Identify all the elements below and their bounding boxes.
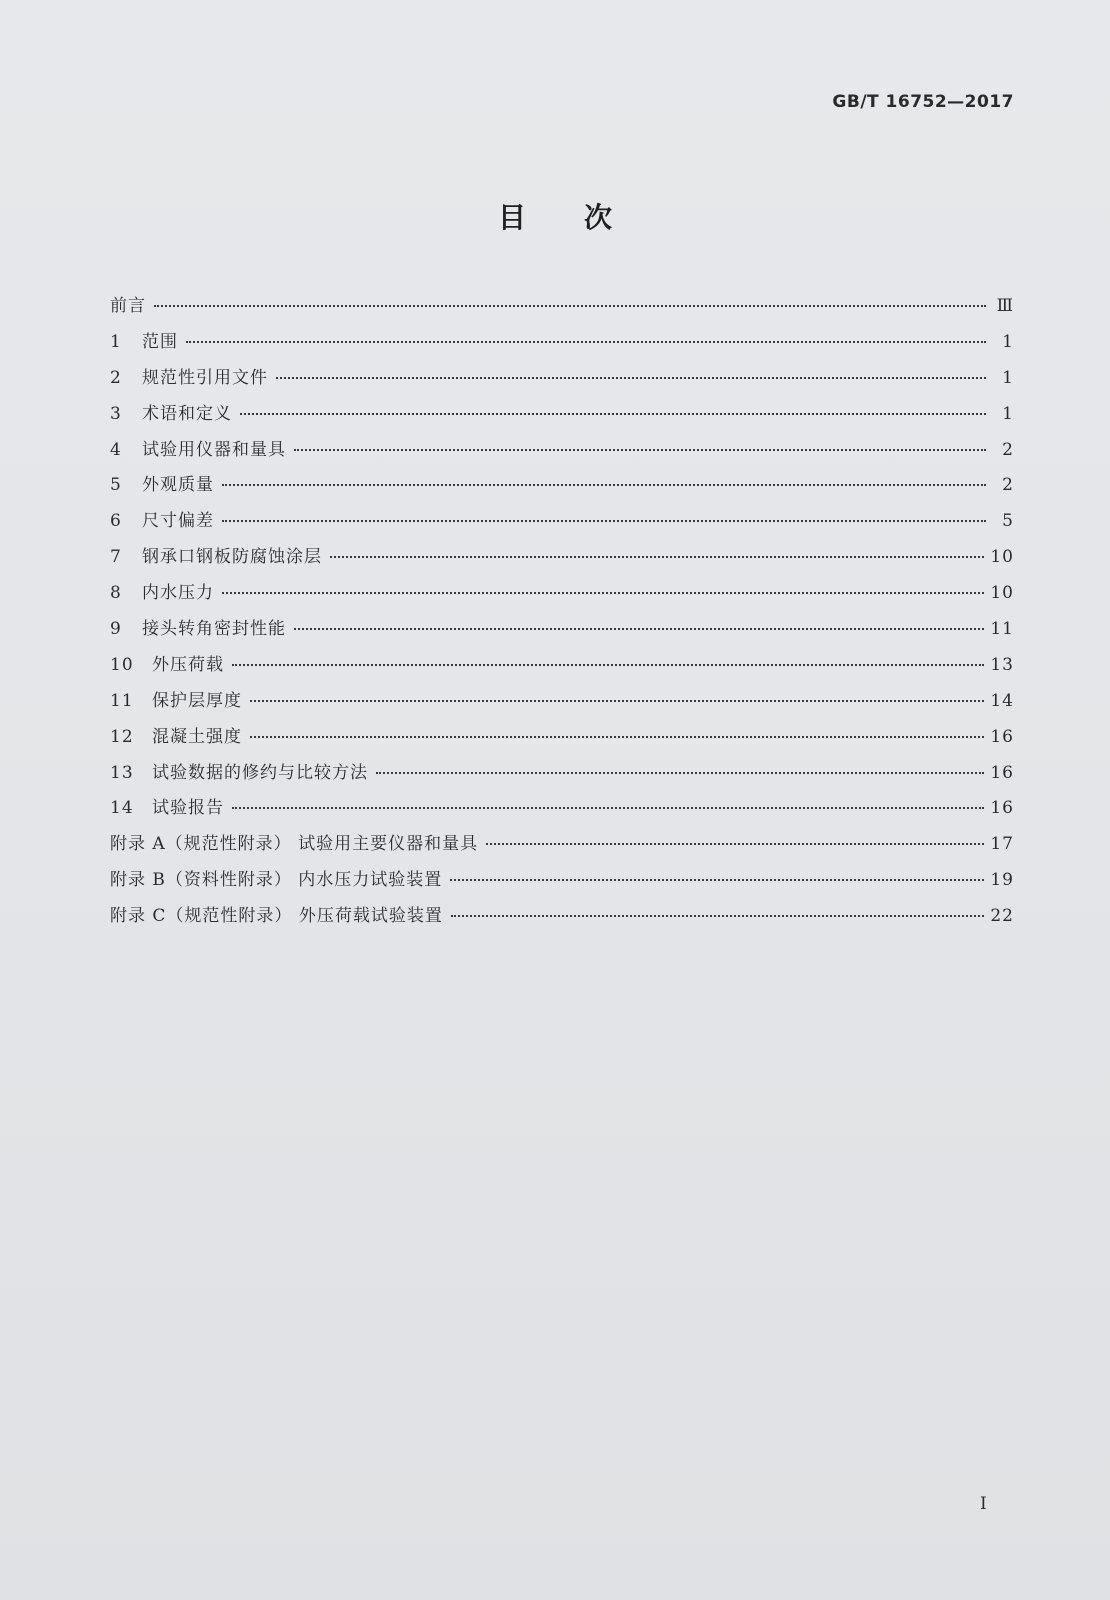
toc-entry-page: 1	[1002, 403, 1014, 424]
toc-entry[interactable]	[110, 793, 1014, 829]
toc-entry-number: 2	[110, 367, 122, 388]
toc-entry-label: 内水压力	[142, 583, 214, 604]
dot-leader	[186, 341, 986, 343]
toc-entry[interactable]	[110, 542, 1014, 578]
toc-entry-label: 术语和定义	[142, 403, 232, 424]
toc-entry-number: 1	[110, 331, 122, 352]
toc-entry-label: 混凝土强度	[152, 726, 242, 747]
dot-leader	[330, 556, 984, 558]
dot-leader	[451, 915, 985, 917]
toc-entry-label: 前言	[110, 296, 146, 316]
standard-code: GB/T 16752—2017	[832, 92, 1014, 112]
toc-entry-page: 1	[1002, 367, 1014, 388]
toc-entry-page: 19	[990, 870, 1014, 891]
toc-entry-page: 10	[990, 583, 1014, 604]
toc-entry-page: 2	[1002, 475, 1014, 496]
dot-leader	[486, 843, 984, 845]
toc-entry-number: 14	[110, 798, 134, 819]
page-title: 目次	[497, 201, 670, 234]
toc-entry-number: 8	[110, 583, 122, 604]
toc-entry-label: 试验数据的修约与比较方法	[152, 762, 368, 783]
toc-entry[interactable]	[110, 399, 1014, 435]
toc-entry[interactable]	[110, 506, 1014, 542]
toc-entry-number: 12	[110, 726, 134, 747]
dot-leader	[294, 449, 986, 451]
toc-entry-appendix-c[interactable]	[110, 901, 1014, 937]
toc-entry-label: 附录 A（规范性附录） 试验用主要仪器和量具	[110, 834, 479, 855]
toc-entry[interactable]	[110, 578, 1014, 614]
toc-entry-number: 13	[110, 762, 134, 783]
dot-leader	[222, 592, 984, 594]
dot-leader	[232, 807, 984, 809]
toc-entry[interactable]	[110, 722, 1014, 758]
dot-leader	[222, 484, 986, 486]
toc-entry[interactable]	[110, 363, 1014, 399]
dot-leader	[276, 377, 986, 379]
toc-entry-number: 5	[110, 475, 122, 496]
toc-entry-label: 附录 C（规范性附录） 外压荷载试验装置	[110, 906, 443, 927]
toc-entry-page: 10	[990, 547, 1014, 568]
toc-entry-page: 16	[990, 726, 1014, 747]
toc-entry-label: 试验报告	[152, 798, 224, 819]
toc-entry-number: 9	[110, 619, 122, 640]
toc-entry[interactable]	[110, 614, 1014, 650]
dot-leader	[294, 628, 984, 630]
dot-leader	[232, 664, 984, 666]
toc-entry-number: 10	[110, 654, 134, 675]
toc-entry[interactable]	[110, 327, 1014, 363]
toc-entry-number: 4	[110, 439, 122, 460]
toc-entry-number: 7	[110, 547, 122, 568]
toc-entry[interactable]	[110, 686, 1014, 722]
dot-leader	[450, 879, 984, 881]
toc-entry-preface[interactable]	[110, 291, 1014, 327]
dot-leader	[250, 700, 984, 702]
dot-leader	[376, 772, 984, 774]
toc-entry-page: 14	[990, 690, 1014, 711]
toc-entry-appendix-b[interactable]	[110, 865, 1014, 901]
toc-entry-page: 5	[1002, 511, 1014, 532]
toc-entry-label: 外压荷载	[152, 654, 224, 675]
toc-entry-page: 16	[990, 798, 1014, 819]
toc-entry-page: 11	[990, 619, 1014, 640]
dot-leader	[222, 520, 986, 522]
page-number: I	[980, 1494, 987, 1514]
toc-entry-number: 3	[110, 403, 122, 424]
dot-leader	[154, 305, 986, 307]
toc-entry-page: Ⅲ	[996, 296, 1014, 316]
toc-entry-page: 17	[990, 834, 1014, 855]
toc-entry-page: 16	[990, 762, 1014, 783]
toc-entry-page: 22	[990, 906, 1014, 927]
toc-entry-page: 13	[990, 654, 1014, 675]
toc-entry[interactable]	[110, 650, 1014, 686]
toc-entry-label: 范围	[142, 331, 178, 352]
table-of-contents	[110, 291, 1014, 937]
toc-entry[interactable]	[110, 758, 1014, 794]
toc-entry-label: 保护层厚度	[152, 690, 242, 711]
toc-entry-label: 试验用仪器和量具	[142, 439, 286, 460]
toc-entry-label: 钢承口钢板防腐蚀涂层	[142, 547, 322, 568]
toc-entry[interactable]	[110, 470, 1014, 506]
toc-entry[interactable]	[110, 435, 1014, 471]
dot-leader	[250, 736, 984, 738]
toc-entry-label: 尺寸偏差	[142, 511, 214, 532]
dot-leader	[240, 413, 986, 415]
toc-entry-label: 规范性引用文件	[142, 367, 268, 388]
toc-entry-page: 1	[1002, 331, 1014, 352]
toc-entry-page: 2	[1002, 439, 1014, 460]
toc-entry-number: 6	[110, 511, 122, 532]
toc-entry-label: 外观质量	[142, 475, 214, 496]
toc-entry-label: 接头转角密封性能	[142, 619, 286, 640]
toc-entry-appendix-a[interactable]	[110, 829, 1014, 865]
toc-entry-label: 附录 B（资料性附录） 内水压力试验装置	[110, 870, 443, 891]
toc-entry-number: 11	[110, 690, 134, 711]
